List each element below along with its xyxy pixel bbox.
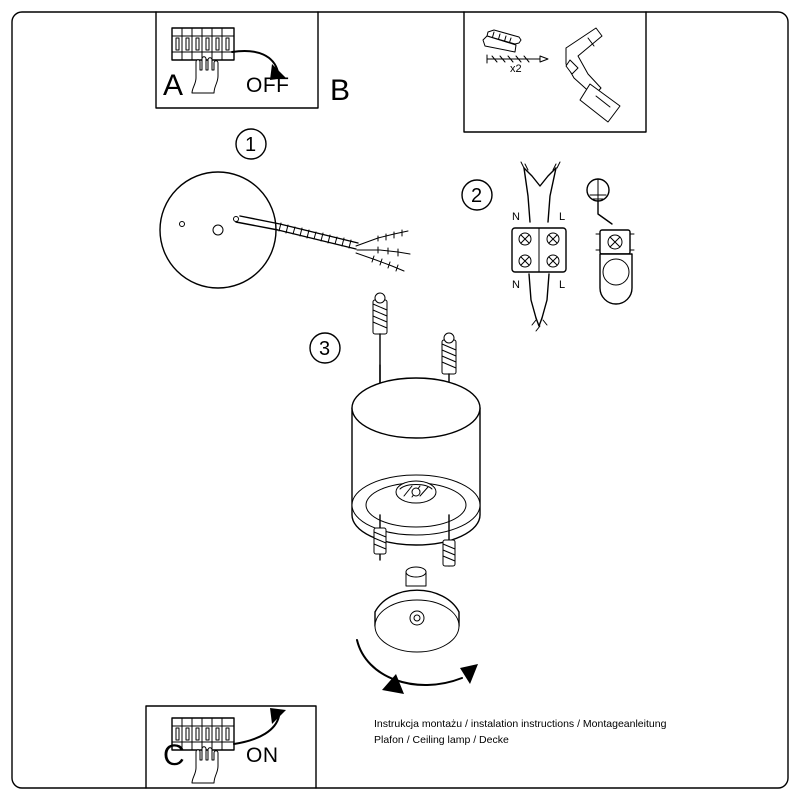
step-1-number: 1 bbox=[245, 134, 257, 156]
circuit-breaker-icon bbox=[172, 28, 234, 60]
panel-b-quantity-label: x2 bbox=[510, 63, 522, 75]
lamp-body bbox=[352, 378, 480, 545]
step-3-number: 3 bbox=[319, 338, 331, 360]
lamp-shade bbox=[375, 567, 459, 652]
step-2-number: 2 bbox=[471, 185, 483, 207]
screw-icon bbox=[487, 55, 548, 63]
panel-a-letter: A bbox=[163, 69, 184, 102]
power-drill-icon bbox=[566, 28, 620, 122]
ceiling-hole-right bbox=[234, 217, 239, 222]
earth-connector bbox=[596, 230, 634, 304]
panel-c-letter: C bbox=[163, 739, 185, 772]
terminal-block bbox=[512, 228, 566, 272]
step-3-mount-lamp bbox=[310, 293, 480, 694]
ceiling-hole-center bbox=[213, 225, 223, 235]
step-1-ceiling-outlet bbox=[160, 129, 410, 288]
curved-arrow-up-icon bbox=[234, 708, 286, 744]
panel-b-letter: B bbox=[330, 74, 351, 107]
terminal-label-l-bottom: L bbox=[559, 279, 566, 291]
panel-a-state-label: OFF bbox=[246, 74, 290, 97]
panel-b bbox=[464, 12, 646, 132]
hand-pointing-icon-c bbox=[192, 747, 218, 783]
mounting-screw-left bbox=[373, 293, 387, 388]
footer-line-1: Instrukcja montażu / instalation instructions / Montageanleitung bbox=[374, 718, 667, 730]
terminal-label-n-top: N bbox=[512, 211, 520, 223]
footer-line-2: Plafon / Ceiling lamp / Decke bbox=[374, 734, 509, 746]
lamp-socket bbox=[396, 481, 436, 503]
hand-pointing-icon bbox=[192, 57, 218, 93]
panel-c-state-label: ON bbox=[246, 744, 279, 767]
wall-plug-icon bbox=[483, 30, 521, 52]
terminal-label-n-bottom: N bbox=[512, 279, 520, 291]
earth-ground-icon bbox=[587, 179, 612, 224]
terminal-label-l-top: L bbox=[559, 211, 566, 223]
ceiling-hole-left bbox=[180, 222, 185, 227]
step-2-terminal-block bbox=[462, 162, 634, 331]
